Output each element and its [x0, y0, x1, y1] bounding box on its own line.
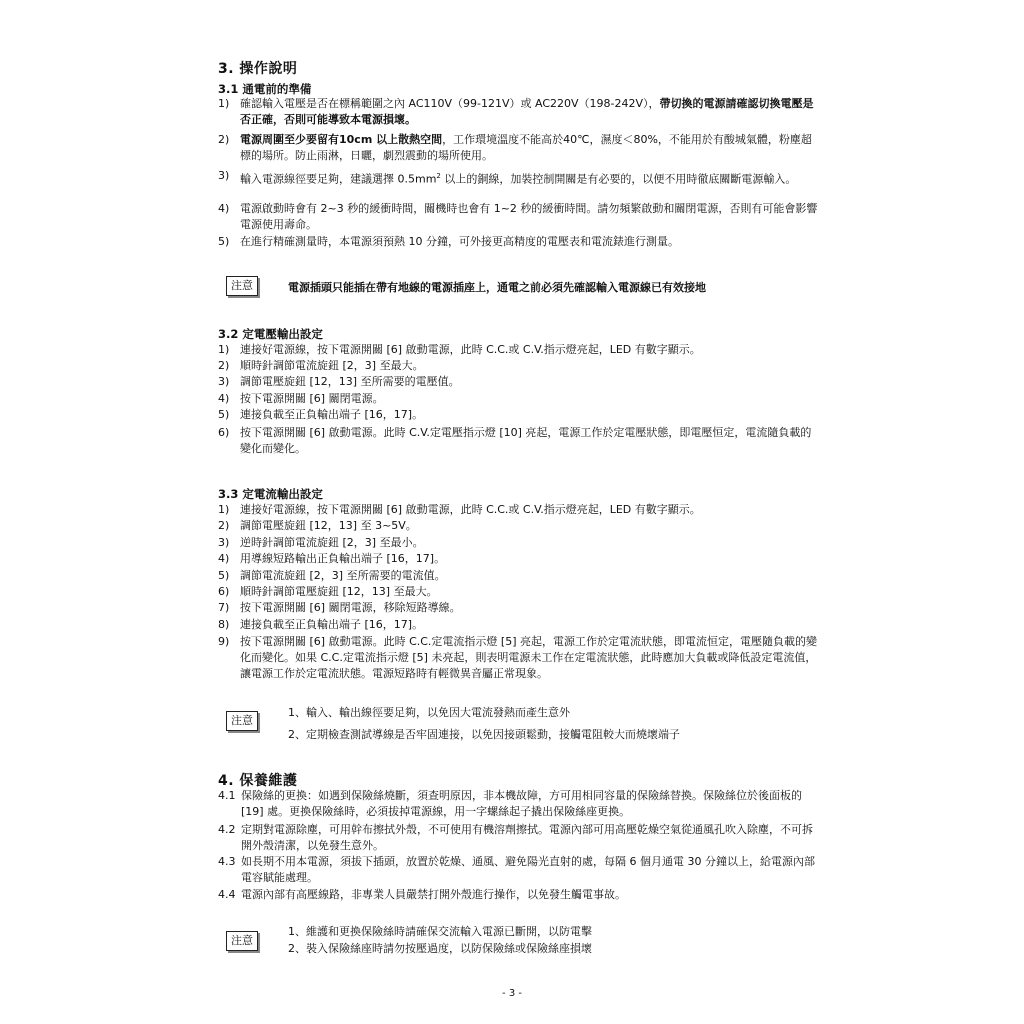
page-number: - 3 -	[502, 988, 522, 999]
note-line: 1、維護和更換保險絲時請確保交流輸入電源已斷開，以防電擊	[288, 925, 592, 938]
list-item: 6) 按下電源開關 [6] 啟動電源。此時 C.V.定電壓指示燈 [10] 亮起，電源工作於定電壓狀態，即電壓恒定，電流隨負載的變化而變化。	[218, 426, 812, 455]
list-item: 5) 在進行精確測量時，本電源須預熱 10 分鐘，可外接更高精度的電壓表和電流錶進行測量。	[218, 235, 679, 248]
list-item: 1) 連接好電源線，按下電源開關 [6] 啟動電源，此時 C.C.或 C.V.指示燈亮起，LED 有數字顯示。	[218, 343, 701, 356]
list-item: 5) 連接負載至正負輸出端子 [16，17]。	[218, 408, 424, 421]
list-item: 3) 調節電壓旋鈕 [12，13] 至所需要的電壓值。	[218, 375, 460, 388]
list-item: 3) 逆時針調節電流旋鈕 [2，3] 至最小。	[218, 536, 424, 549]
list-item: 4.2 定期對電源除塵，可用幹布擦拭外殼，不可使用有機溶劑擦拭。電源內部可用高壓乾燥空氣從通風孔吹入除塵，不可拆開外殼清潔，以免發生意外。	[218, 823, 813, 852]
note-line: 2、裝入保險絲座時請勿按壓過度，以防保險絲或保險絲座損壞	[288, 942, 592, 955]
note-line: 1、輸入、輸出線徑要足夠，以免因大電流發熱而產生意外	[288, 706, 570, 719]
section-3-1-title: 3.1 通電前的準備	[218, 82, 312, 96]
section-3-2-title: 3.2 定電壓輸出設定	[218, 327, 323, 341]
note-text: 電源插頭只能插在帶有地線的電源插座上，通電之前必須先確認輸入電源線已有效接地	[288, 281, 706, 294]
section-4-title: 4. 保養維護	[218, 773, 298, 789]
note-line: 2、定期檢查測試導線是否牢固連接，以免因接頭鬆動，接觸電阻較大而燒壞端子	[288, 728, 680, 741]
list-item: 1) 確認輸入電壓是否在標稱範圍之內 AC110V（99-121V）或 AC220V（198-242V），帶切換的電源請確認切換電壓是否正確，否則可能導致本電源損壞。	[218, 97, 814, 126]
section-3-3-title: 3.3 定電流輸出設定	[218, 487, 323, 501]
list-item: 6) 順時針調節電壓旋鈕 [12，13] 至最大。	[218, 585, 438, 598]
list-item: 4) 用導線短路輸出正負輸出端子 [16，17]。	[218, 552, 446, 565]
list-item: 4.4 電源內部有高壓線路，非專業人員嚴禁打開外殼進行操作，以免發生觸電事故。	[218, 888, 626, 901]
list-item: 4.3 如長期不用本電源，須拔下插頭，放置於乾燥、通風、避免陽光直射的處，每隔 6 個月通電 30 分鐘以上，給電源內部電容賦能處理。	[218, 855, 815, 884]
list-item: 4.1 保險絲的更換：如遇到保險絲燒斷，須查明原因，非本機故障，方可用相同容量的保險絲替換。保險絲位於後面板的 [19] 處。更換保險絲時，必須拔掉電源線，用一字螺絲起子撬出保險絲座更換。	[218, 789, 802, 818]
list-item: 2) 電源周圍至少要留有10cm 以上散熱空間，工作環境溫度不能高於40℃，濕度＜80%，不能用於有酸城氣體，粉塵超標的場所。防止雨淋，日曬，劇烈震動的場所使用。	[218, 133, 812, 162]
list-item: 5) 調節電流旋鈕 [2，3] 至所需要的電流值。	[218, 569, 446, 582]
list-item: 4) 電源啟動時會有 2~3 秒的緩衝時間，關機時也會有 1~2 秒的緩衝時間。請勿頻繁啟動和關閉電源，否則有可能會影響電源使用壽命。	[218, 202, 818, 231]
list-item: 1) 連接好電源線，按下電源開關 [6] 啟動電源，此時 C.C.或 C.V.指示燈亮起，LED 有數字顯示。	[218, 503, 701, 516]
note-label: 注意	[226, 711, 258, 731]
note-label: 注意	[226, 276, 258, 296]
list-item: 2) 順時針調節電流旋鈕 [2，3] 至最大。	[218, 359, 424, 372]
section-3-title: 3. 操作說明	[218, 61, 298, 77]
note-label: 注意	[226, 931, 258, 951]
list-item: 3) 輸入電源線徑要足夠，建議選擇 $0.5mm^2$ 以上的銅線，加裝控制開關是有必要的，以便不用時徹底關斷電源輸入。	[218, 169, 797, 186]
list-item: 7) 按下電源開關 [6] 關閉電源，移除短路導線。	[218, 601, 461, 614]
list-item: 4) 按下電源開關 [6] 關閉電源。	[218, 392, 384, 405]
list-item: 2) 調節電壓旋鈕 [12，13] 至 3~5V。	[218, 519, 417, 532]
list-item: 8) 連接負載至正負輸出端子 [16，17]。	[218, 618, 424, 631]
list-item: 9) 按下電源開關 [6] 啟動電源。此時 C.C.定電流指示燈 [5] 亮起，電源工作於定電流狀態，即電流恒定，電壓隨負載的變化而變化。如果 C.C.定電流指示燈 [5] 未亮起，則表明電源未工作在定電流狀態，此時應加大負載或降低設定電流值，讓電源工作於定電流狀態。電源短路時有輕微異音屬正常現象。	[218, 635, 817, 680]
